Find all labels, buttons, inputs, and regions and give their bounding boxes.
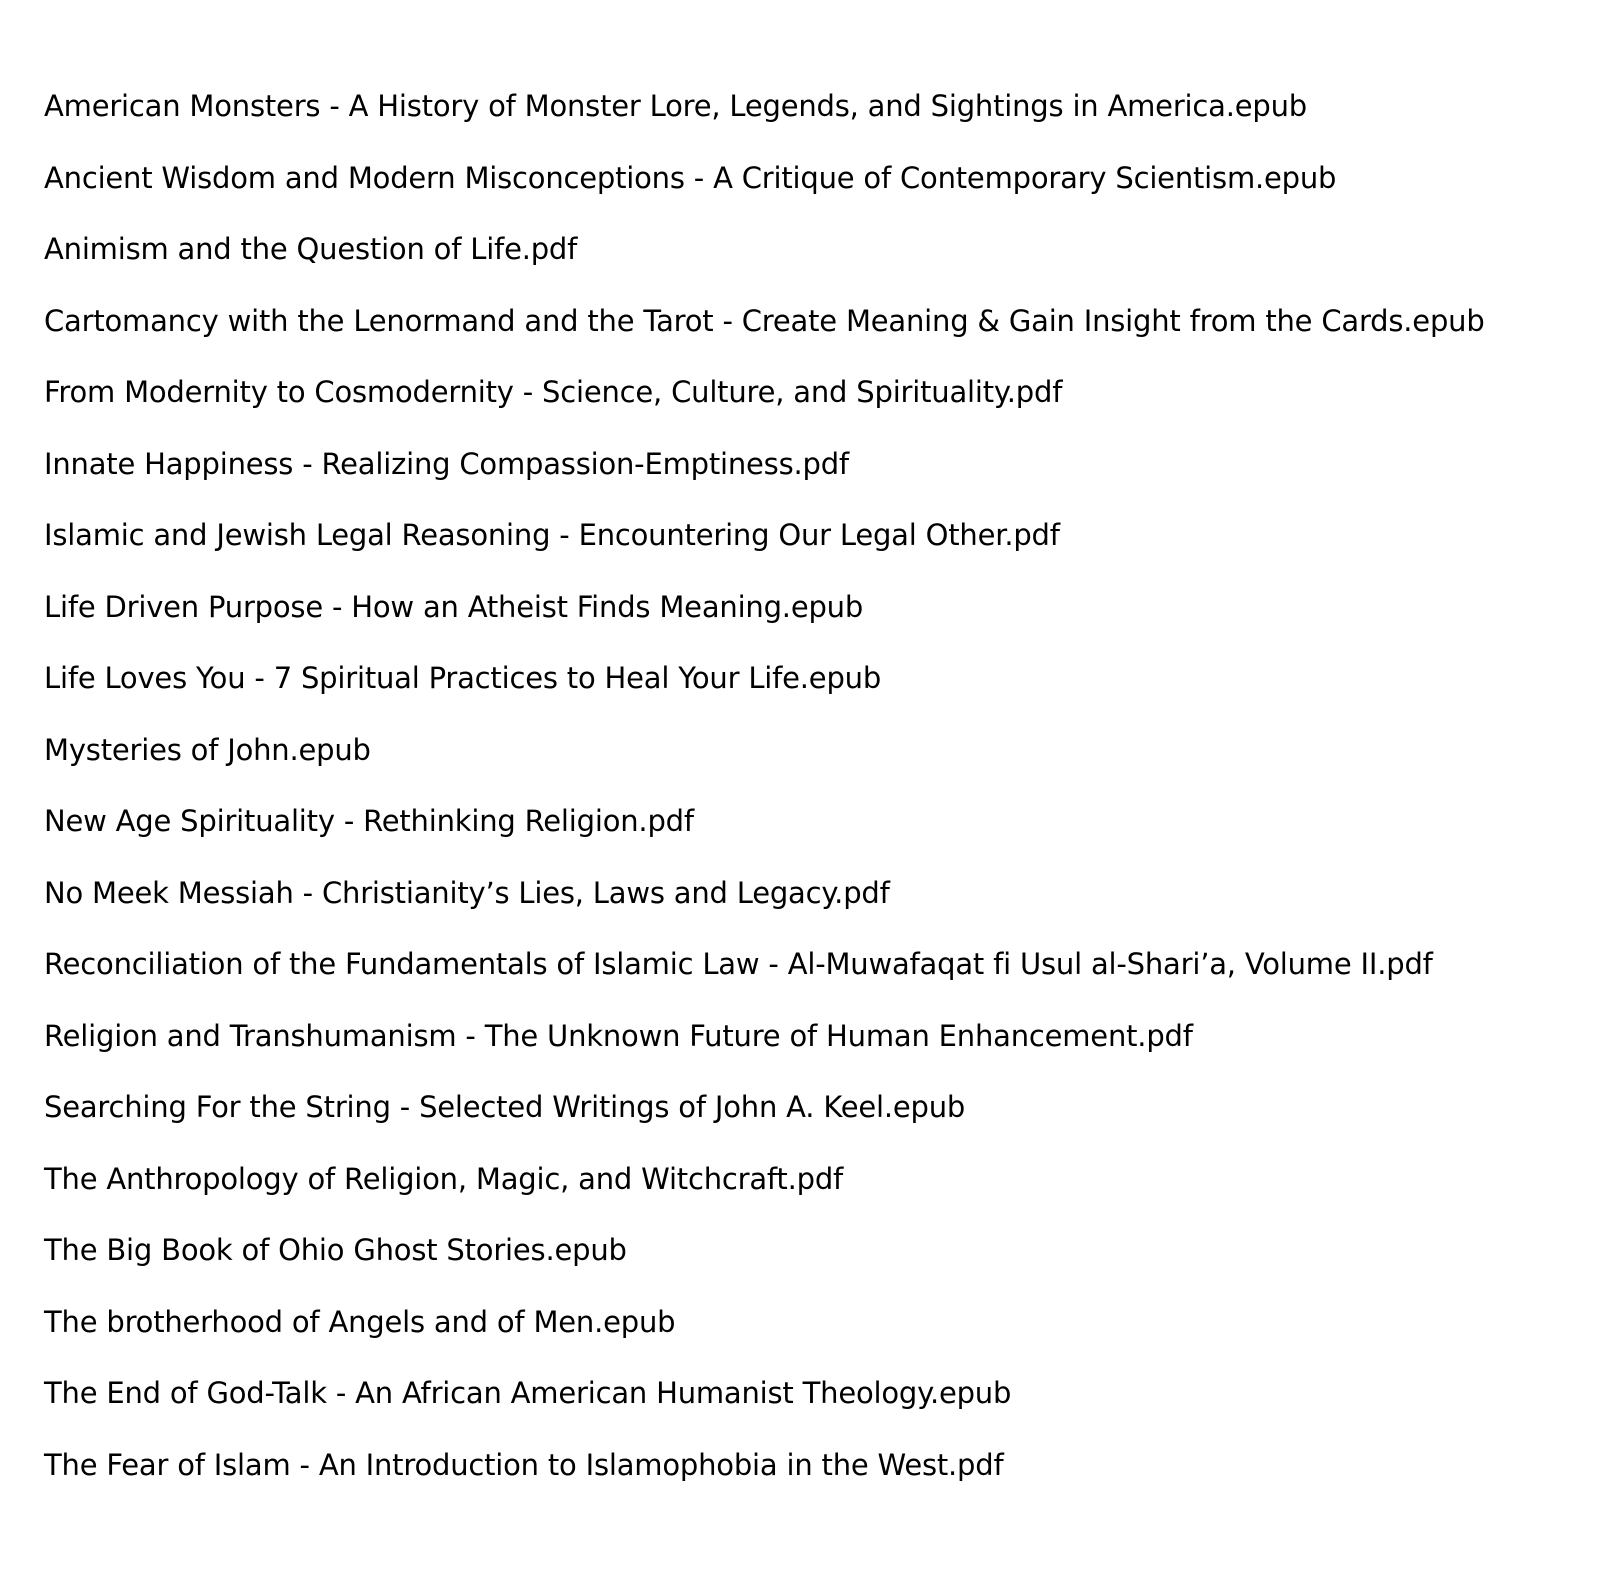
file-item-mysteries-of-john: Mysteries of John.epub (44, 732, 371, 767)
file-item-anthropology-of-religion: The Anthropology of Religion, Magic, and Witchcraft.pdf (44, 1161, 844, 1196)
file-item-cartomancy: Cartomancy with the Lenormand and the Tarot - Create Meaning & Gain Insight from the Cards.epub (44, 303, 1485, 338)
file-item-new-age-spirituality: New Age Spirituality - Rethinking Religion.pdf (44, 804, 694, 838)
file-item-islamic-jewish-legal: Islamic and Jewish Legal Reasoning - Encountering Our Legal Other.pdf (44, 518, 1060, 552)
file-item-life-loves-you: Life Loves You - 7 Spiritual Practices to Heal Your Life.epub (44, 661, 882, 695)
file-item-end-of-god-talk: The End of God-Talk - An African American Humanist Theology.epub (44, 1376, 1012, 1410)
file-item-searching-for-the-string: Searching For the String - Selected Writings of John A. Keel.epub (44, 1090, 966, 1124)
file-item-innate-happiness: Innate Happiness - Realizing Compassion-Emptiness.pdf (44, 446, 849, 481)
file-item-life-driven-purpose: Life Driven Purpose - How an Atheist Finds Meaning.epub (44, 589, 864, 624)
file-item-animism: Animism and the Question of Life.pdf (44, 232, 578, 266)
file-item-fear-of-islam: The Fear of Islam - An Introduction to Islamophobia in the West.pdf (44, 1447, 1004, 1482)
file-item-reconciliation: Reconciliation of the Fundamentals of Islamic Law - Al-Muwafaqat fi Usul al-Shari’a, Volume II.pdf (44, 947, 1433, 981)
file-list (44, 84, 1485, 1514)
file-item-american-monsters: American Monsters - A History of Monster Lore, Legends, and Sightings in America.epub (44, 89, 1307, 123)
file-item-no-meek-messiah: No Meek Messiah - Christianity’s Lies, Laws and Legacy.pdf (44, 875, 890, 910)
file-item-religion-transhumanism: Religion and Transhumanism - The Unknown Future of Human Enhancement.pdf (44, 1018, 1193, 1053)
file-item-from-modernity: From Modernity to Cosmodernity - Science, Culture, and Spirituality.pdf (44, 375, 1063, 409)
file-item-ohio-ghost-stories: The Big Book of Ohio Ghost Stories.epub (44, 1233, 627, 1267)
file-item-brotherhood-of-angels: The brotherhood of Angels and of Men.epub (44, 1304, 676, 1339)
file-item-ancient-wisdom: Ancient Wisdom and Modern Misconceptions - A Critique of Contemporary Scientism.epub (44, 160, 1337, 195)
